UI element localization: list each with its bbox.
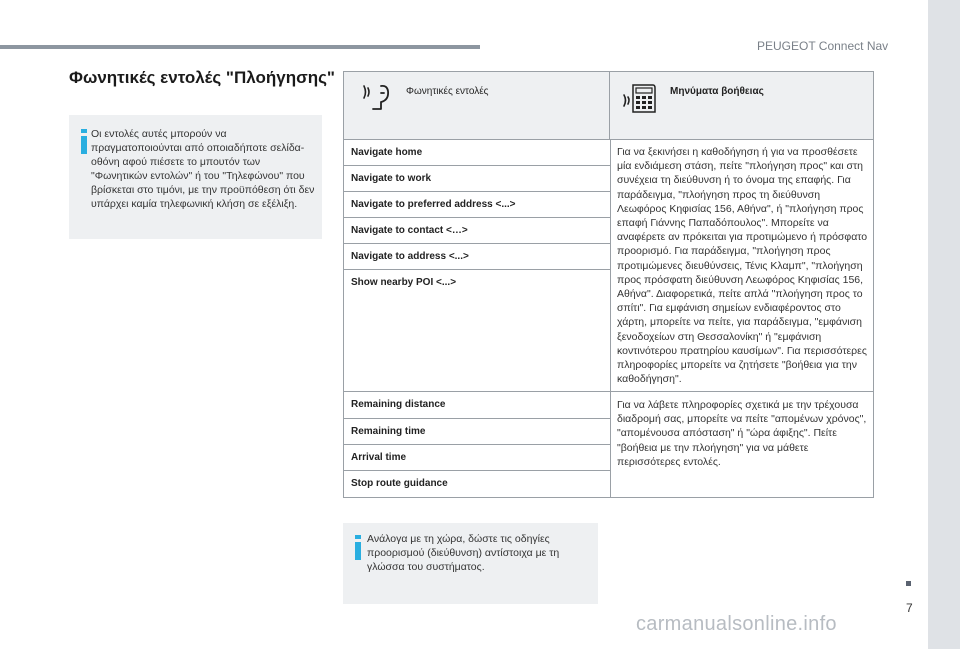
column-divider: [610, 140, 611, 497]
table-row: [344, 140, 610, 166]
table-row: [344, 270, 610, 392]
page-marker: [906, 581, 911, 586]
header-cell-commands: [344, 72, 610, 139]
info-icon: [355, 535, 361, 560]
info-box-bottom: [343, 523, 598, 604]
info-text-bottom: Ανάλογα με τη χώρα, δώστε τις οδηγίες προορισμού (διεύθυνση) αντίστοιχα με τη γλώσσα του συστήματος.: [367, 533, 560, 573]
table-row: [344, 218, 610, 244]
command-label: Navigate to address <...>: [351, 251, 469, 262]
help-text-route: Για να λάβετε πληροφορίες σχετικά με την τρέχουσα διαδρομή σας, μπορείτε να πείτε "απομένων χρόνος", "απομένουσα απόσταση" ή "ώρα άφιξης". Πείτε "βοήθεια με την πλοήγηση" για να μάθετε περισσότερες εντολές.: [617, 399, 867, 468]
info-box-top: [69, 115, 322, 239]
command-label: Navigate to contact <…>: [351, 225, 468, 236]
table-row: [344, 419, 610, 445]
table-row: [344, 445, 610, 471]
table-row: [344, 192, 610, 218]
voice-command-icon: [361, 82, 395, 112]
table-row: [344, 392, 610, 419]
header-cell-help: [611, 72, 873, 139]
command-label: Navigate home: [351, 147, 423, 158]
header-title: PEUGEOT Connect Nav: [757, 39, 889, 53]
command-label: Stop route guidance: [351, 478, 448, 489]
info-icon: [81, 129, 87, 154]
command-label: Arrival time: [351, 452, 407, 463]
command-label: Navigate to work: [351, 173, 432, 184]
table-row: [344, 166, 610, 192]
table-header-row: [344, 72, 873, 140]
header-rule: [0, 45, 480, 49]
info-text-top: Οι εντολές αυτές μπορούν να πραγματοποιούνται από οποιαδήποτε σελίδα-οθόνη αφού πιέσετε το μπουτόν των "Φωνητικών εντολών" ή του "Τηλεφώνου" που βρίσκεται στο τιμόνι, με την προϋπόθεση ότι δεν υπάρχει καμία τηλεφωνική κλήση σε εξέλιξη.: [91, 128, 315, 210]
header-commands-label: Φωνητικές εντολές: [406, 86, 489, 97]
table-row: [344, 471, 610, 497]
command-label: Show nearby POI <...>: [351, 277, 457, 288]
watermark: carmanualsonline.info: [636, 613, 837, 635]
command-label: Remaining time: [351, 426, 426, 437]
side-strip: [928, 0, 960, 649]
header-help-label: Μηνύματα βοήθειας: [670, 86, 764, 97]
group-separator: [610, 391, 873, 392]
help-text-navigation: Για να ξεκινήσει η καθοδήγηση ή για να προσθέσετε μία ενδιάμεση στάση, πείτε "πλοήγηση προς" και στη συνέχεια τη διεύθυνση ή το όνομα της επαφής. Για παράδειγμα, "πλοήγηση προς τη διεύθυνση Λεωφόρος Κηφισίας 156, Αθήνα", ή "πλοήγηση προς επαφή Γιάννης Παπαδόπουλος". Μπορείτε να αναφέρετε αν πρόκειται για προτιμώμενο ή πρόσφατο προορισμό. Για παράδειγμα, "πλοήγηση προς προτιμώμενες διευθύνσεις, Τένις Κλαμπ", "πλοήγηση προς πρόσφατη διεύθυνση Λεωφόρος Κηφισίας 156, Αθήνα". Διαφορετικά, πείτε απλά "πλοήγηση προς το σπίτι". Για εμφάνιση σημείων ενδιαφέροντος στο χάρτη, μπορείτε να πείτε, για παράδειγμα, "εμφάνιση ξενοδοχείων στη Θεσσαλονίκη" ή "εμφάνιση κοντινότερου πρατηρίου καυσίμων". Για περισσότερες πληροφορίες μπορείτε να ζητήσετε "βοήθεια για την καθοδήγηση".: [617, 146, 868, 386]
page-title: Φωνητικές εντολές "Πλοήγησης": [69, 68, 335, 87]
voice-help-icon: [621, 82, 661, 118]
voice-commands-table: [343, 71, 874, 498]
command-label: Navigate to preferred address <...>: [351, 199, 516, 210]
table-row: [344, 244, 610, 270]
command-label: Remaining distance: [351, 399, 446, 410]
page-number: 7: [906, 601, 913, 615]
